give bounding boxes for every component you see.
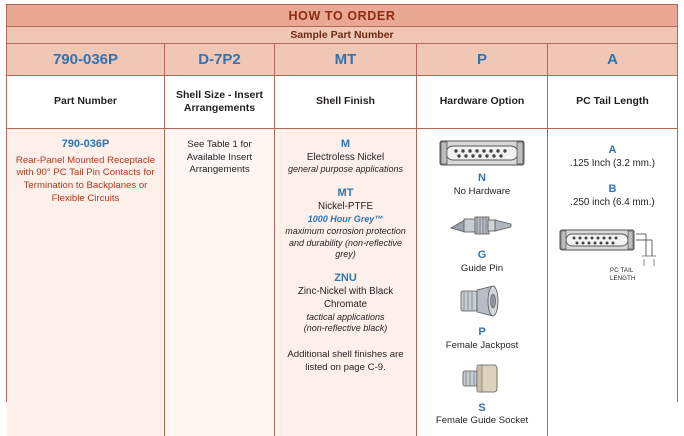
hardware-code-n: N xyxy=(478,172,486,184)
sample-segment-hardware-option: P xyxy=(417,44,548,75)
pc-tail-value-b: .250 inch (6.4 mm.) xyxy=(570,196,655,208)
hardware-name-g: Guide Pin xyxy=(460,262,504,274)
part-number-cell xyxy=(7,129,165,436)
hardware-code-s: S xyxy=(478,401,486,414)
finish-name-m: Electroless Nickel xyxy=(306,151,385,163)
hardware-name-n: No Hardware xyxy=(453,185,511,197)
column-heading-pc-tail-length: PC Tail Length xyxy=(576,95,649,108)
hardware-name-s: Female Guide Socket xyxy=(435,415,529,427)
sample-part-number-label: Sample Part Number xyxy=(7,27,677,44)
shell-finish-footnote: Additional shell finishes are listed on page C-9. xyxy=(287,349,404,374)
pc-tail-code-b: B xyxy=(608,183,617,196)
finish-name-znu: Zinc-Nickel with Black Chromate xyxy=(297,285,394,310)
column-headings-row xyxy=(7,76,677,129)
part-number-description: Rear-Panel Mounted Receptacle with 90° PC Tail Pin Contacts for Termination to Backplanes or Flexible Circuits xyxy=(15,154,156,205)
female-guide-socket-icon xyxy=(455,357,509,399)
shell-size-text: See Table 1 for Available Insert Arrangements xyxy=(186,139,253,176)
sample-segment-part-number: 790-036P xyxy=(7,44,165,75)
guide-pin-icon xyxy=(449,202,515,246)
hardware-option-p xyxy=(423,279,541,354)
pc-tail-caption-line2: LENGTH xyxy=(610,275,636,282)
column-heading-part-number: Part Number xyxy=(7,76,165,128)
pc-tail-value-a: .125 Inch (3.2 mm.) xyxy=(570,157,655,169)
hardware-name-p: Female Jackpost xyxy=(445,339,519,351)
finish-code-znu: ZNU xyxy=(334,272,357,285)
how-to-order-table xyxy=(6,4,678,427)
finish-note2-mt: maximum corrosion protection and durability (non-reflective grey) xyxy=(285,225,406,260)
column-heading-shell-size: Shell Size - Insert Arrangements xyxy=(165,76,275,128)
part-number-code: 790-036P xyxy=(61,138,110,150)
finish-name-mt: Nickel-PTFE xyxy=(318,200,373,212)
hardware-code-p: P xyxy=(478,326,486,339)
sample-part-number-row xyxy=(7,44,677,76)
column-heading-shell-finish: Shell Finish xyxy=(275,76,417,128)
sample-segment-shell-size: D-7P2 xyxy=(165,44,275,75)
hardware-option-s xyxy=(423,357,541,430)
hardware-option-n xyxy=(423,137,541,200)
pc-tail-code-a: A xyxy=(608,144,617,156)
table-body-row xyxy=(7,129,677,436)
finish-note-mt: 1000 Hour Grey™ xyxy=(307,213,384,224)
finish-note2-znu: (non-reflective black) xyxy=(303,323,388,334)
shell-size-cell xyxy=(165,129,275,436)
pc-tail-length-cell xyxy=(548,129,677,436)
finish-code-m: M xyxy=(340,138,351,150)
hardware-code-g: G xyxy=(477,249,487,262)
column-heading-hardware-option: Hardware Option xyxy=(417,76,548,128)
hardware-option-g xyxy=(423,202,541,277)
female-jackpost-icon xyxy=(455,279,509,323)
shell-finish-cell xyxy=(275,129,417,436)
pc-tail-caption-line1: PC TAIL xyxy=(610,267,634,274)
hardware-option-cell xyxy=(417,129,548,436)
finish-code-mt: MT xyxy=(337,187,354,200)
sample-segment-shell-finish: MT xyxy=(275,44,417,75)
table-title: HOW TO ORDER xyxy=(7,5,677,27)
d-sub-connector-icon xyxy=(439,137,525,169)
finish-note-m: general purpose applications xyxy=(287,164,404,175)
sample-segment-pc-tail-length: A xyxy=(607,51,618,68)
finish-note-znu: tactical applications xyxy=(306,311,385,322)
